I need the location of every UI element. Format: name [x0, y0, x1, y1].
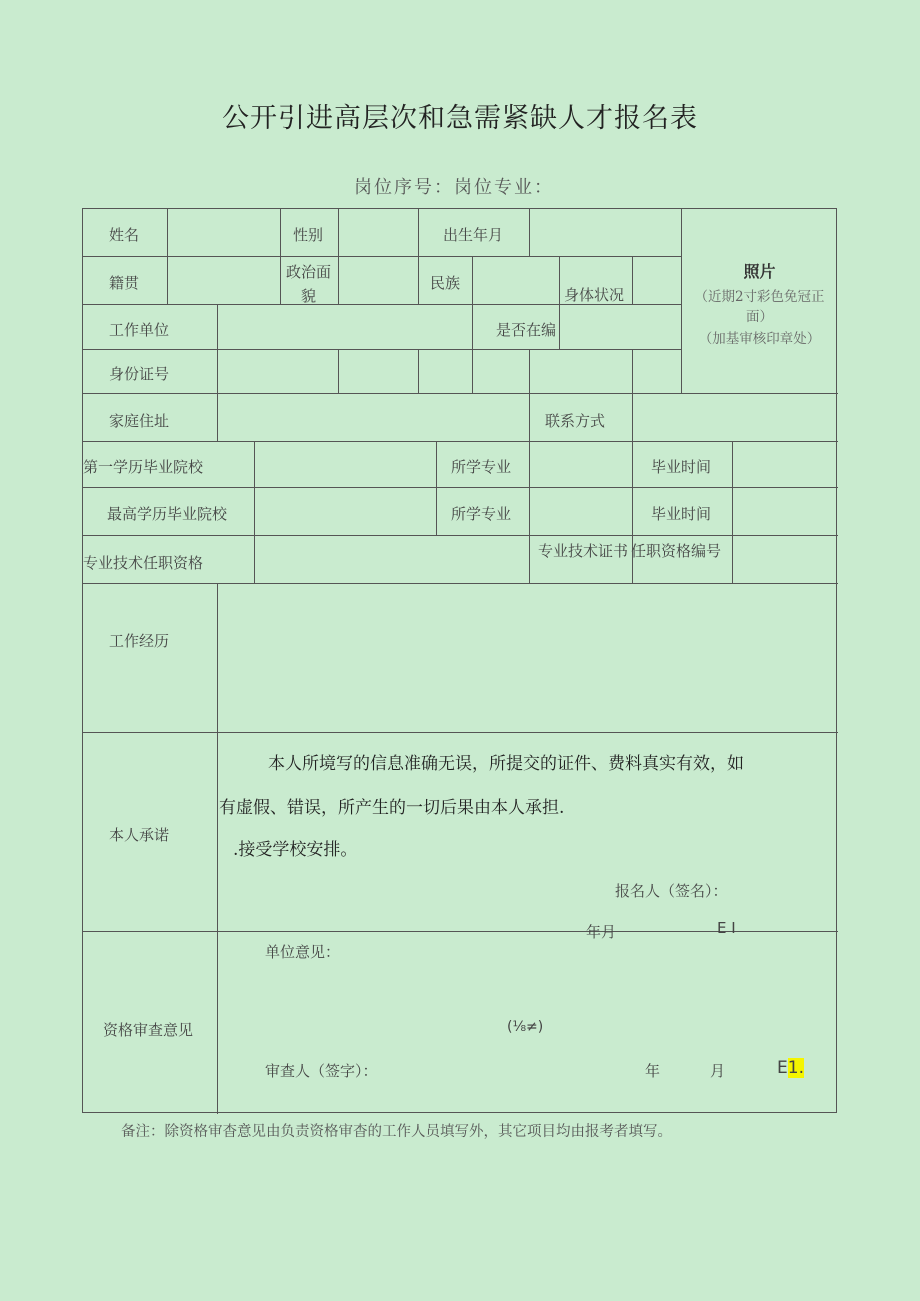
graduation-time-label-2: 毕业时间 [651, 505, 712, 523]
home-address-label: 家庭住址 [109, 412, 170, 430]
qualification-number-label: 任职资格编号 [631, 542, 722, 560]
review-day-label [777, 1058, 804, 1078]
health-status-label: 身体状况 [564, 286, 625, 304]
footnote: 备注：除资格审杳意见由负责资格审杳的工作人员填写外，其它项目均由报考者填写。 [121, 1124, 672, 1140]
page-title: 公开引进高层次和急需紧缺人才报名表 [222, 103, 698, 134]
contact-label: 联系方式 [545, 412, 606, 430]
review-month-label: 月 [710, 1062, 726, 1080]
applicant-signature-label: 报名人（签名）： [615, 882, 728, 900]
photo-note-3: （加基审核印章处） [698, 331, 821, 347]
qualification-review-label: 资格审查意见 [103, 1021, 194, 1039]
pledge-line-1: 本人所境写的信息准确无误，所提交的证件、费料真实有效，如 [268, 754, 744, 774]
photo-note-1: （近期2寸彩色免冠正 [694, 289, 825, 305]
photo-title: 照片 [743, 262, 776, 281]
photo-note-2: 面） [746, 309, 773, 325]
work-history-label: 工作经历 [109, 632, 170, 650]
gender-label: 性别 [293, 226, 324, 244]
native-place-label: 籍贯 [109, 274, 140, 292]
id-number-label: 身份证号 [109, 365, 170, 383]
review-day-prefix: E [777, 1058, 788, 1078]
on-staff-label: 是否在编 [496, 321, 557, 339]
pledge-date-year-month: 年月 [586, 923, 617, 941]
reviewer-signature-label: 审查人（签字）： [265, 1062, 378, 1080]
review-year-label: 年 [645, 1062, 661, 1080]
pledge-label: 本人承诺 [109, 826, 170, 844]
pledge-date-clip [217, 909, 838, 941]
major-label-2: 所学专业 [451, 505, 512, 523]
application-form-table [82, 208, 837, 1113]
pledge-line-2: 有虚假、错误，所产生的一切后果由本人承担. [219, 798, 565, 818]
political-status-label-2: 貌 [301, 287, 317, 305]
pledge-line-3: .接受学校安排。 [233, 840, 358, 860]
review-day-highlight: 1. [787, 1058, 804, 1078]
certificate-label: 专业技术证书 [538, 542, 629, 560]
major-label-1: 所学专业 [451, 458, 512, 476]
professional-qualification-label: 专业技术任职资格 [83, 554, 204, 572]
employer-label: 工作单位 [109, 321, 170, 339]
unit-opinion-label: 单位意见： [265, 943, 341, 961]
name-label: 姓名 [109, 226, 140, 244]
seal-text: (⅛≠) [507, 1019, 544, 1035]
highest-degree-school-label: 最高学历毕业院校 [107, 505, 228, 523]
pledge-date-day: E I [717, 919, 736, 937]
birth-date-label: 出生年月 [443, 226, 504, 244]
graduation-time-label-1: 毕业时间 [651, 458, 712, 476]
political-status-label-1: 政治面 [286, 263, 332, 281]
ethnicity-label: 民族 [430, 274, 461, 292]
first-degree-school-label: 第一学历毕业院校 [83, 458, 204, 476]
position-info-line: 岗位序号：岗位专业： [354, 177, 554, 198]
